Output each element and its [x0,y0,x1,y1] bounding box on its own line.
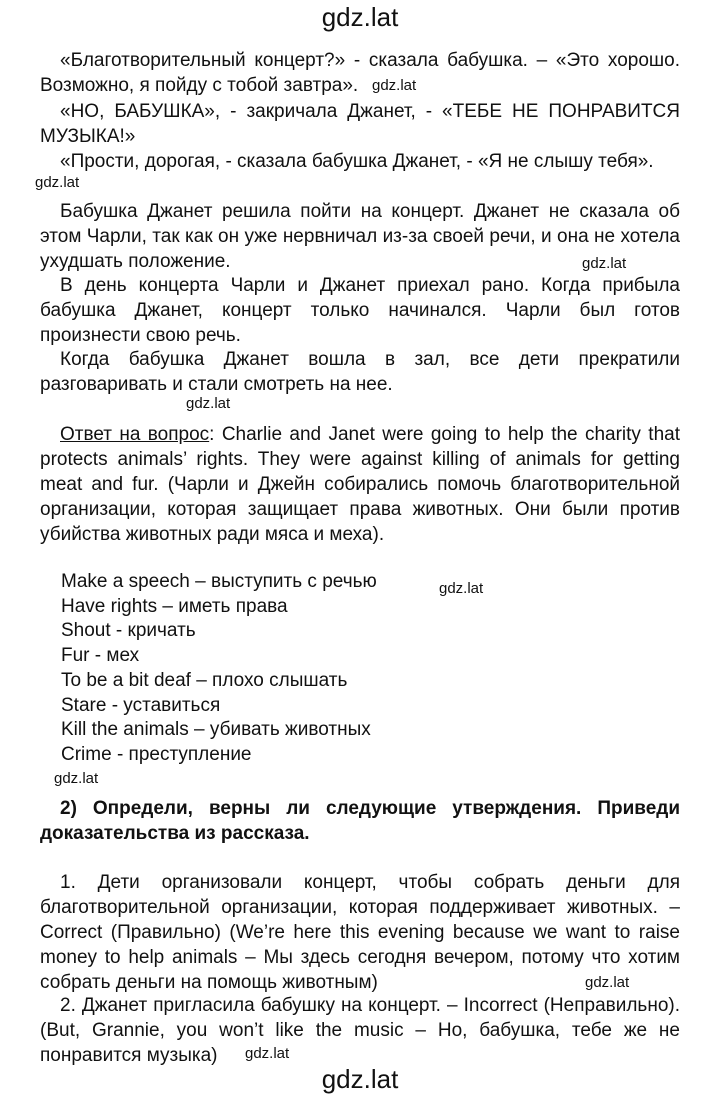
watermark: gdz.lat [245,1045,290,1062]
answer-text: : Charlie and Janet were going to help the charity that protects animals’ rights. They were against killing of animals for getting meat and fur. (Чарли и Джейн собирались помочь благотворительной организации, которая защищает права животных. Они были против убийства животных ради мяса и меха). [40,424,680,545]
story-paragraph-2: «НО, БАБУШКА», - закричала Джанет, - «ТЕБЕ НЕ ПОНРАВИТСЯ МУЗЫКА!» [40,101,680,147]
answer-paragraph [40,422,680,547]
story-paragraph-4: Бабушка Джанет решила пойти на концерт. Джанет не сказала об этом Чарли, так как он уже нервничал из-за своей речи, и она не хотела ухудшать положение. [40,201,680,272]
task2-item-2: 2. Джанет пригласила бабушку на концерт. – Incorrect (Неправильно). (But, Grannie, you won’t like the music – Но, бабушка, тебе же не понравится музыка) [40,995,680,1066]
story-paragraph-3: «Прости, дорогая, - сказала бабушка Джанет, - «Я не слышу тебя». [60,151,654,172]
vocab-item: Kill the animals – убивать животных [61,719,371,741]
watermark: gdz.lat [35,174,80,191]
vocab-item: Shout - кричать [61,620,196,642]
header-watermark: gdz.lat [321,2,399,32]
vocab-item: Stare - уставиться [61,694,221,716]
footer-watermark: gdz.lat [321,1064,399,1094]
story-paragraph-5: В день концерта Чарли и Джанет приехал рано. Когда прибыла бабушка Джанет, концерт только начинался. Чарли был готов произнести свою речь. [40,275,680,346]
task2-item-1: 1. Дети организовали концерт, чтобы собрать деньги для благотворительной организации, которая поддерживает животных. – Correct (Правильно) (We’re here this evening because we want to raise money to help animals – Мы здесь сегодня вечером, потому что хотим собрать деньги на помощь животным) [40,872,680,993]
vocab-item: Fur - мех [61,645,140,667]
vocabulary-list [61,570,377,768]
task2-heading: 2) Определи, верны ли следующие утверждения. Приведи доказательства из рассказа. [40,798,680,844]
answer-label: Ответ на вопрос [60,424,210,445]
watermark: gdz.lat [439,580,484,597]
watermark: gdz.lat [585,974,630,991]
watermark: gdz.lat [54,770,99,787]
story-paragraph-6: Когда бабушка Джанет вошла в зал, все дети прекратили разговаривать и стали смотреть на нее. [40,349,680,395]
watermark: gdz.lat [582,255,627,272]
vocab-item: To be a bit deaf – плохо слышать [61,669,348,691]
vocab-item: Crime - преступление [61,743,252,765]
story-paragraph-1: «Благотворительный концерт?» - сказала бабушка. – «Это хорошо. Возможно, я пойду с тобой завтра». [40,50,680,96]
vocab-item: Have rights – иметь права [61,595,288,617]
vocab-item: Make a speech – выступить с речью [61,571,377,592]
watermark: gdz.lat [372,77,417,94]
watermark: gdz.lat [186,395,231,412]
